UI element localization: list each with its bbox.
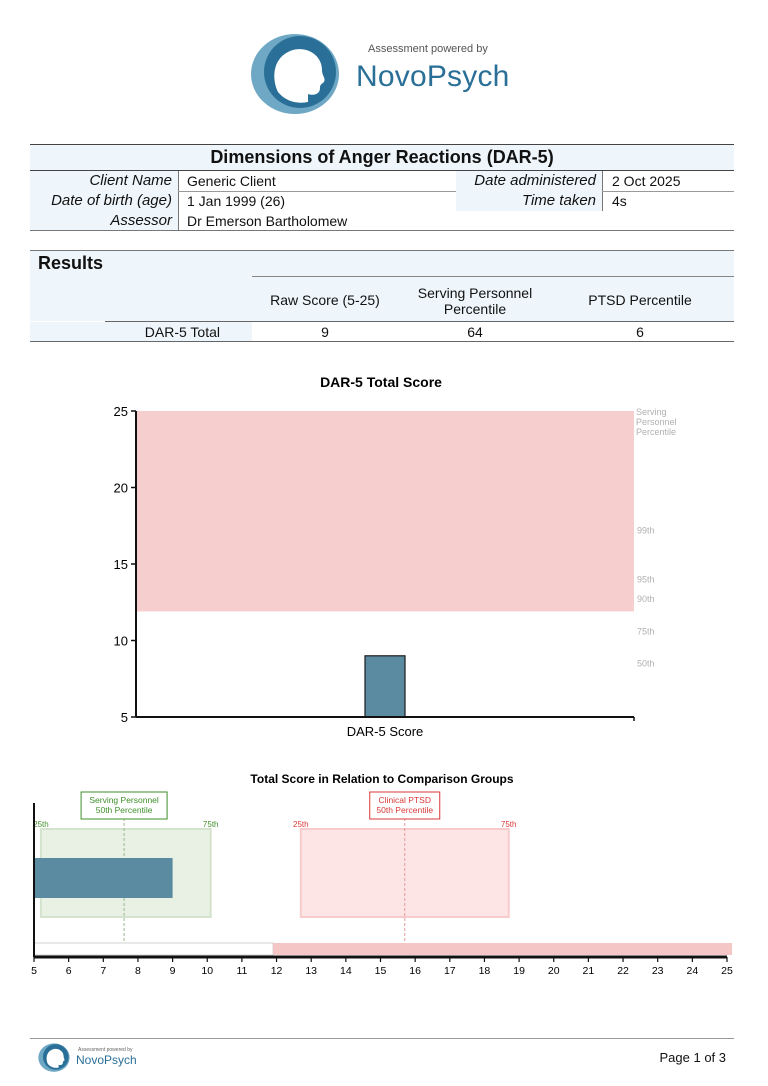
assessment-info-table — [30, 144, 734, 231]
chart1-y-tick-label-5: 5 — [120, 710, 128, 725]
chart2-x-tick-label-25: 25 — [721, 965, 733, 975]
chart2-x-tick-label-8: 8 — [135, 965, 141, 975]
chart2-x-tick-label-7: 7 — [100, 965, 107, 975]
chart2-score-bar — [34, 858, 173, 898]
footer-logo — [38, 1042, 158, 1076]
dob-value: 1 Jan 1999 (26) — [187, 193, 286, 209]
chart1-percentile-mark-95th: 95th — [637, 574, 655, 585]
assessment-title: Dimensions of Anger Reactions (DAR-5) — [30, 144, 734, 171]
info-row-client — [30, 171, 734, 191]
chart1-percentile-mark-75th: 75th — [637, 626, 655, 637]
chart1-percentile-mark-90th: 90th — [637, 594, 655, 605]
results-table — [30, 250, 734, 342]
chart2-x-tick-label-13: 13 — [305, 965, 318, 975]
chart2-serving-p25-label: 25th — [33, 820, 49, 829]
chart2-x-tick-label-22: 22 — [617, 965, 629, 975]
chart2-serving-p75-label: 75th — [202, 820, 219, 829]
brand-name: NovoPsych — [356, 60, 510, 93]
chart2-x-tick-label-10: 10 — [201, 965, 214, 975]
chart2-ptsd-p25-label: 25th — [293, 820, 309, 829]
chart2-x-tick-label-19: 19 — [513, 965, 525, 975]
info-row-assessor — [30, 211, 734, 231]
chart1-percentile-axis-title: Serving Personnel Percentile — [636, 407, 677, 437]
ptsd-percentile-value: 6 — [636, 324, 644, 340]
date-administered-label: Date administered — [474, 172, 596, 189]
chart2-ptsd-label-line2: 50th Percentile — [376, 805, 434, 815]
chart2-x-tick-label-21: 21 — [582, 965, 595, 975]
footer-powered-by: Assessment powered by — [78, 1047, 133, 1053]
serving-percentile-value: 64 — [467, 324, 483, 340]
chart2-clinical-band — [273, 943, 732, 955]
client-name-label: Client Name — [89, 172, 172, 189]
page-number: Page 1 of 3 — [659, 1050, 726, 1065]
chart2-title: Total Score in Relation to Comparison Groups — [250, 772, 514, 786]
novopsych-logo — [250, 30, 520, 120]
row-label-dar5-total: DAR-5 Total — [144, 324, 220, 340]
chart2-x-tick-label-17: 17 — [443, 965, 456, 975]
col-header-ptsd-percentile: PTSD Percentile — [588, 292, 692, 308]
chart2-x-tick-label-5: 5 — [31, 965, 37, 975]
chart2-ptsd-label-line1: Clinical PTSD — [378, 795, 431, 805]
powered-by-label: Assessment powered by — [368, 43, 488, 55]
chart1-title: DAR-5 Total Score — [320, 374, 442, 390]
client-name-value: Generic Client — [187, 173, 276, 189]
dar5-total-score-chart — [100, 370, 720, 745]
chart2-serving-label-line2: 50th Percentile — [95, 805, 153, 815]
assessor-label: Assessor — [110, 212, 172, 229]
chart2-x-tick-label-20: 20 — [547, 965, 560, 975]
raw-score-value: 9 — [321, 324, 329, 340]
chart2-x-tick-label-6: 6 — [65, 965, 72, 975]
col-header-serving-percentile: Serving Personnel Percentile — [417, 285, 533, 317]
assessor-value: Dr Emerson Bartholomew — [187, 213, 348, 229]
chart2-x-tick-label-15: 15 — [374, 965, 387, 975]
time-taken-value: 4s — [612, 193, 627, 209]
chart2-x-tick-label-24: 24 — [686, 965, 699, 975]
head-logo-icon — [250, 30, 340, 120]
footer-head-logo-icon — [38, 1042, 70, 1074]
info-row-dob — [30, 191, 734, 211]
chart2-normal-band — [34, 943, 273, 955]
chart2-ptsd-p75-label: 75th — [500, 820, 517, 829]
chart2-x-tick-label-11: 11 — [236, 965, 248, 975]
chart1-y-tick-label-10: 10 — [113, 633, 128, 649]
chart2-x-tick-label-16: 16 — [409, 965, 421, 975]
chart2-x-tick-label-18: 18 — [478, 965, 491, 975]
chart1-y-tick-label-25: 25 — [113, 404, 128, 419]
chart1-y-tick-label-20: 20 — [113, 480, 128, 496]
info-rows — [30, 171, 734, 231]
date-administered-value: 2 Oct 2025 — [612, 173, 681, 189]
time-taken-label: Time taken — [521, 192, 596, 209]
footer-brand: NovoPsych — [76, 1053, 137, 1067]
chart2-serving-label-line1: Serving Personnel — [89, 795, 159, 805]
chart2-x-tick-label-9: 9 — [169, 965, 176, 975]
chart2-x-tick-label-23: 23 — [651, 965, 664, 975]
chart1-clinical-band — [136, 411, 634, 611]
comparison-groups-chart — [20, 770, 745, 975]
chart1-percentile-mark-50th: 50th — [637, 658, 655, 669]
chart1-y-tick-label-15: 15 — [113, 557, 128, 572]
results-title: Results — [38, 253, 104, 273]
chart1-percentile-mark-99th: 99th — [637, 525, 655, 536]
chart1-x-label-0: DAR-5 Score — [346, 724, 424, 739]
chart2-x-tick-label-12: 12 — [270, 965, 283, 975]
dob-label: Date of birth (age) — [51, 192, 172, 209]
chart1-bar-0 — [365, 656, 405, 717]
col-header-raw-score: Raw Score (5-25) — [270, 292, 380, 308]
chart2-x-tick-label-14: 14 — [340, 965, 352, 975]
